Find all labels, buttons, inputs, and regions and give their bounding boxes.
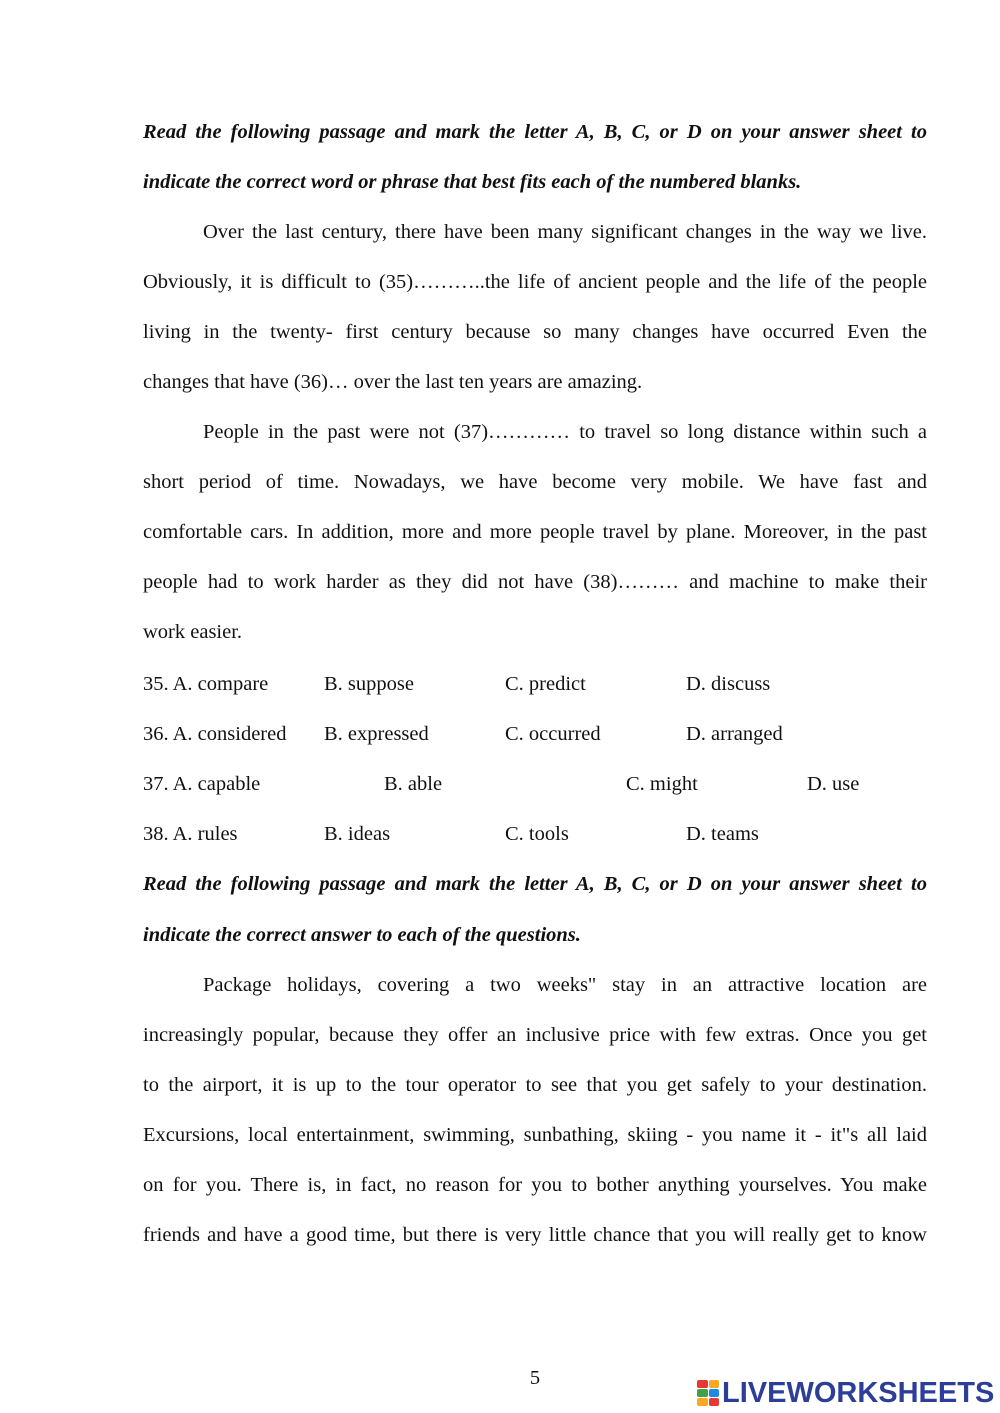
question-38-option-c[interactable]: C. tools bbox=[505, 823, 569, 845]
question-36-option-b[interactable]: B. expressed bbox=[324, 723, 429, 745]
question-38-option-b[interactable]: B. ideas bbox=[324, 823, 391, 845]
liveworksheets-logo-icon bbox=[697, 1380, 719, 1406]
question-36-option-d[interactable]: D. arranged bbox=[686, 723, 783, 745]
passage-line: Package holidays, covering a two weeks" stay in an attractive location are bbox=[203, 974, 927, 996]
instruction-line-2: indicate the correct word or phrase that best fits each of the numbered blanks. bbox=[143, 171, 802, 193]
passage-line: living in the twenty- first century because so many changes have occurred Even the bbox=[143, 321, 927, 343]
passage-line: Excursions, local entertainment, swimming, sunbathing, skiing - you name it - it"s all laid bbox=[143, 1124, 927, 1146]
question-35-option-b[interactable]: B. suppose bbox=[324, 673, 414, 695]
passage-line: to the airport, it is up to the tour operator to see that you get safely to your destination. bbox=[143, 1074, 927, 1096]
question-35-option-c[interactable]: C. predict bbox=[505, 673, 586, 695]
instruction-line-3: Read the following passage and mark the letter A, B, C, or D on your answer sheet to bbox=[143, 873, 927, 895]
passage-line: changes that have (36)… over the last ten years are amazing. bbox=[143, 371, 643, 393]
question-38-option-d[interactable]: D. teams bbox=[686, 823, 759, 845]
passage-line: on for you. There is, in fact, no reason for you to bother anything yourselves. You make bbox=[143, 1174, 927, 1196]
question-37-option-d[interactable]: D. use bbox=[807, 773, 860, 795]
passage-line: Obviously, it is difficult to (35)………..the life of ancient people and the life of the people bbox=[143, 271, 927, 293]
instruction-line-4: indicate the correct answer to each of the questions. bbox=[143, 924, 581, 946]
question-37-option-c[interactable]: C. might bbox=[626, 773, 698, 795]
question-37-option-a[interactable]: 37. A. capable bbox=[143, 773, 261, 795]
instruction-line-1: Read the following passage and mark the letter A, B, C, or D on your answer sheet to bbox=[143, 121, 927, 143]
passage-line: short period of time. Nowadays, we have become very mobile. We have fast and bbox=[143, 471, 927, 493]
passage-line: People in the past were not (37)………… to travel so long distance within such a bbox=[203, 421, 927, 443]
passage-line: work easier. bbox=[143, 621, 243, 643]
brand-text: LIVEWORKSHEETS bbox=[722, 1377, 995, 1409]
liveworksheets-brand[interactable] bbox=[697, 1376, 994, 1410]
page-number: 5 bbox=[529, 1367, 541, 1389]
question-36-option-a[interactable]: 36. A. considered bbox=[143, 723, 287, 745]
question-35-option-a[interactable]: 35. A. compare bbox=[143, 673, 269, 695]
passage-line: Over the last century, there have been many significant changes in the way we live. bbox=[203, 221, 927, 243]
passage-line: comfortable cars. In addition, more and more people travel by plane. Moreover, in the past bbox=[143, 521, 927, 543]
question-38-option-a[interactable]: 38. A. rules bbox=[143, 823, 238, 845]
question-35-option-d[interactable]: D. discuss bbox=[686, 673, 771, 695]
passage-line: people had to work harder as they did not have (38)……… and machine to make their bbox=[143, 571, 927, 593]
question-36-option-c[interactable]: C. occurred bbox=[505, 723, 601, 745]
passage-line: friends and have a good time, but there is very little chance that you will really get to know bbox=[143, 1224, 927, 1246]
passage-line: increasingly popular, because they offer an inclusive price with few extras. Once you get bbox=[143, 1024, 927, 1046]
question-37-option-b[interactable]: B. able bbox=[384, 773, 443, 795]
